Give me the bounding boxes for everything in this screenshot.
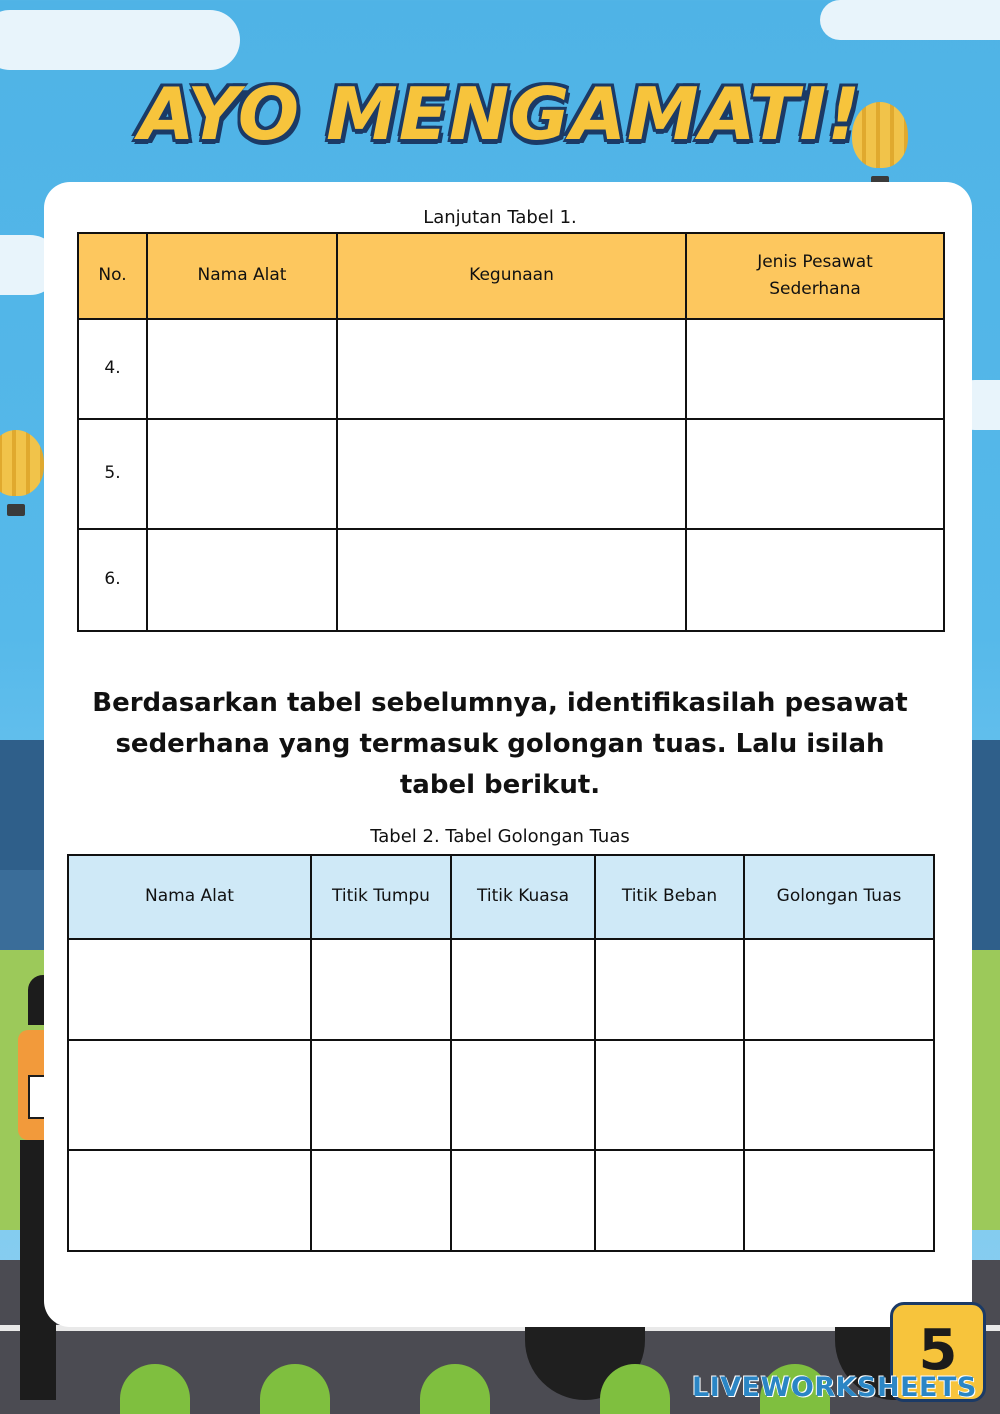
page-number-badge: 5 (890, 1302, 986, 1402)
row-number: 4. (78, 319, 147, 419)
liveworksheets-watermark: LIVEWORKSHEETS (692, 1372, 977, 1403)
table-row (68, 1150, 934, 1251)
titik-tumpu-cell[interactable] (311, 1150, 451, 1251)
nama-alat-cell[interactable] (68, 1150, 311, 1251)
titik-beban-cell[interactable] (595, 1150, 744, 1251)
titik-tumpu-cell[interactable] (311, 939, 451, 1040)
table-row (78, 529, 944, 631)
table2-header-titik-beban: Titik Beban (595, 855, 744, 939)
table1-header-kegunaan: Kegunaan (337, 233, 686, 319)
nama-alat-cell[interactable] (68, 939, 311, 1040)
jenis-cell[interactable] (686, 319, 944, 419)
hot-air-balloon (0, 430, 44, 516)
nama-alat-cell[interactable] (147, 319, 337, 419)
row-number: 5. (78, 419, 147, 529)
table1-header-jenis: Jenis Pesawat Sederhana (686, 233, 944, 319)
table2-header-titik-tumpu: Titik Tumpu (311, 855, 451, 939)
titik-kuasa-cell[interactable] (451, 939, 595, 1040)
table-row (68, 939, 934, 1040)
building (972, 740, 1000, 970)
table-row (78, 319, 944, 419)
instruction-text: Berdasarkan tabel sebelumnya, identifikasilah pesawat sederhana yang termasuk golongan tuas. Lalu isilah tabel berikut. (92, 688, 908, 800)
jenis-cell[interactable] (686, 529, 944, 631)
titik-beban-cell[interactable] (595, 939, 744, 1040)
table2-header-titik-kuasa: Titik Kuasa (451, 855, 595, 939)
table1-caption: Lanjutan Tabel 1. (423, 207, 577, 228)
table1 (77, 232, 945, 632)
kegunaan-cell[interactable] (337, 319, 686, 419)
table1-header-no: No. (78, 233, 147, 319)
golongan-tuas-cell[interactable] (744, 939, 934, 1040)
table-row (68, 1040, 934, 1150)
golongan-tuas-cell[interactable] (744, 1040, 934, 1150)
kegunaan-cell[interactable] (337, 419, 686, 529)
table2-header-golongan-tuas: Golongan Tuas (744, 855, 934, 939)
kegunaan-cell[interactable] (337, 529, 686, 631)
table2-caption: Tabel 2. Tabel Golongan Tuas (370, 826, 630, 847)
table2-header-nama-alat: Nama Alat (68, 855, 311, 939)
page-title: AYO MENGAMATI! (138, 72, 862, 156)
titik-kuasa-cell[interactable] (451, 1040, 595, 1150)
cloud (820, 0, 1000, 40)
nama-alat-cell[interactable] (147, 419, 337, 529)
nama-alat-cell[interactable] (147, 529, 337, 631)
titik-beban-cell[interactable] (595, 1040, 744, 1150)
table2 (67, 854, 935, 1252)
golongan-tuas-cell[interactable] (744, 1150, 934, 1251)
row-number: 6. (78, 529, 147, 631)
cloud (0, 10, 240, 70)
table1-header-nama-alat: Nama Alat (147, 233, 337, 319)
nama-alat-cell[interactable] (68, 1040, 311, 1150)
titik-tumpu-cell[interactable] (311, 1040, 451, 1150)
table-row (78, 419, 944, 529)
jenis-cell[interactable] (686, 419, 944, 529)
titik-kuasa-cell[interactable] (451, 1150, 595, 1251)
